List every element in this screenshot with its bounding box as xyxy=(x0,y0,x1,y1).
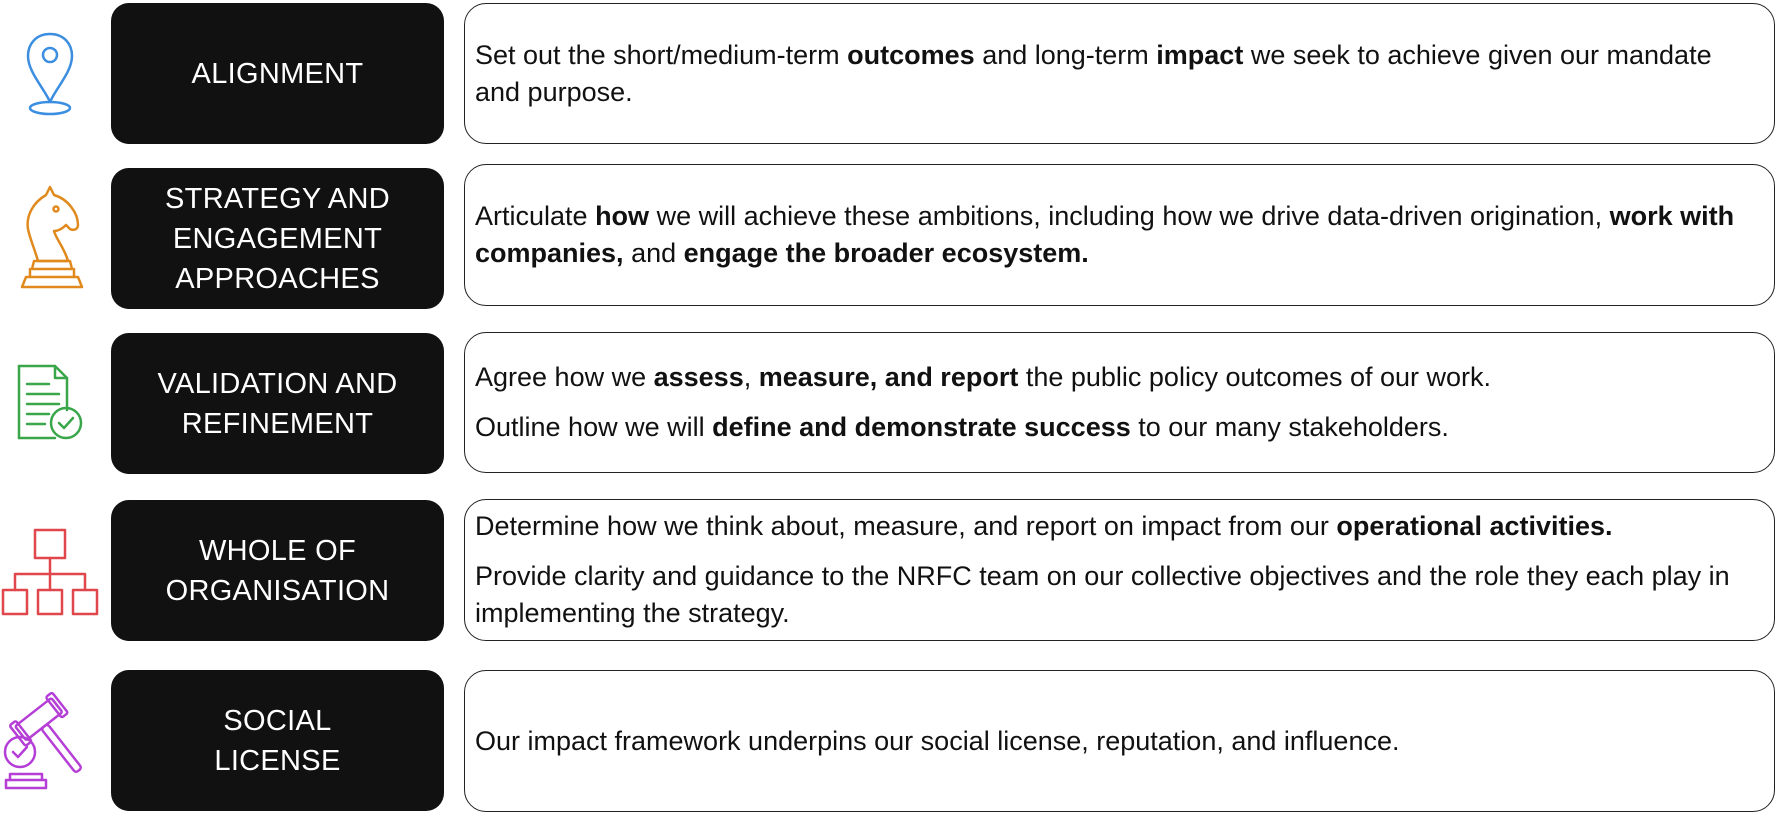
row-description xyxy=(464,670,1775,812)
description-text: we seek to achieve given our mandate and purpose. xyxy=(475,39,1712,107)
description-paragraph xyxy=(475,508,1764,545)
description-text: Our impact framework underpins our social license, reputation, and influence. xyxy=(475,725,1400,756)
location-pin-icon xyxy=(0,30,100,118)
gavel-icon xyxy=(0,692,100,792)
row-description xyxy=(464,332,1775,473)
description-text: and xyxy=(623,238,684,268)
row-label: SOCIAL LICENSE xyxy=(111,670,444,811)
description-text: we will achieve these ambitions, including how we drive data-driven origination, xyxy=(649,201,1610,231)
emphasis-text: engage the broader ecosystem. xyxy=(683,238,1089,268)
emphasis-text: operational activities. xyxy=(1336,511,1613,541)
row-label: ALIGNMENT xyxy=(111,3,444,144)
description-paragraph xyxy=(475,723,1764,760)
row-label: VALIDATION AND REFINEMENT xyxy=(111,333,444,474)
description-text: to our many stakeholders. xyxy=(1130,412,1449,442)
description-paragraph xyxy=(475,359,1764,396)
emphasis-text: define and demonstrate success xyxy=(712,412,1131,442)
row-label: STRATEGY AND ENGAGEMENT APPROACHES xyxy=(111,168,444,309)
row-description xyxy=(464,164,1775,306)
description-paragraph xyxy=(475,558,1764,632)
description-paragraph xyxy=(475,198,1764,272)
emphasis-text: measure, and report xyxy=(758,362,1019,392)
description-text: Agree how we xyxy=(475,362,654,392)
description-text: Articulate xyxy=(475,201,596,231)
description-text: the public policy outcomes of our work. xyxy=(1018,362,1492,392)
document-check-icon xyxy=(0,362,100,442)
emphasis-text: assess xyxy=(653,362,744,392)
emphasis-text: work with companies, xyxy=(475,201,1735,268)
description-text: , xyxy=(743,362,759,392)
description-text: Determine how we think about, measure, and report on impact from our xyxy=(475,511,1337,541)
description-text: and long-term xyxy=(974,39,1157,70)
row-description xyxy=(464,3,1775,144)
row-label: WHOLE OF ORGANISATION xyxy=(111,500,444,641)
description-text: Provide clarity and guidance to the NRFC team on our collective objectives and the role they each play in implementing the strategy. xyxy=(475,561,1730,628)
description-text: Set out the short/medium-term xyxy=(475,39,848,70)
row-description xyxy=(464,499,1775,641)
description-text: Outline how we will xyxy=(475,412,713,442)
emphasis-text: how xyxy=(595,201,650,231)
org-chart-icon xyxy=(0,526,100,618)
chess-knight-icon xyxy=(0,183,100,293)
emphasis-text: outcomes xyxy=(847,39,975,70)
description-paragraph xyxy=(475,409,1764,446)
description-paragraph xyxy=(475,37,1764,111)
emphasis-text: impact xyxy=(1156,39,1244,70)
